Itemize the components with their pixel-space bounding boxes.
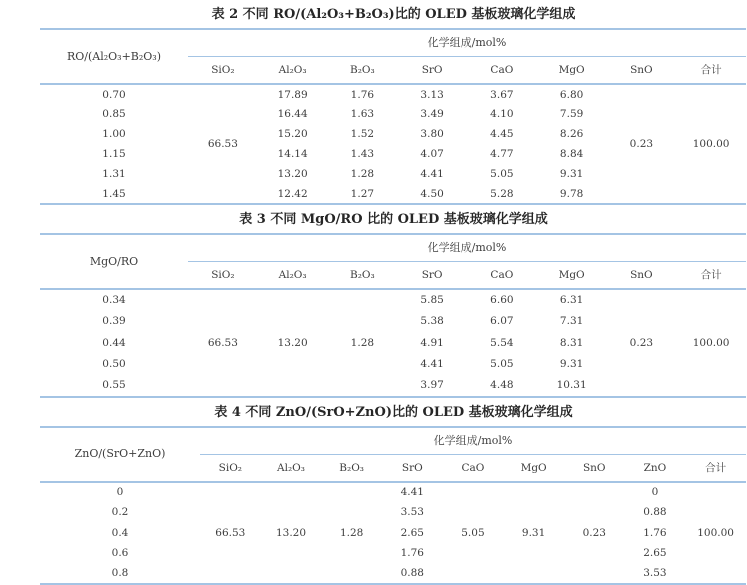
cell: 4.77 <box>467 144 537 164</box>
cell-span: 13.20 <box>258 289 328 397</box>
cell: 1.28 <box>328 164 398 184</box>
table-3-section <box>40 205 747 398</box>
table-3-column-header-4: CaO <box>467 262 537 290</box>
cell-span: 13.20 <box>261 482 322 585</box>
table-4-column-header-7: ZnO <box>625 454 686 482</box>
cell: 6.80 <box>537 84 607 104</box>
cell: 1.27 <box>328 184 398 204</box>
stub-cell: 0.50 <box>40 354 188 376</box>
cell-span: 1.28 <box>321 482 382 585</box>
cell: 1.76 <box>328 84 398 104</box>
cell: 3.49 <box>397 104 467 124</box>
cell: 4.50 <box>397 184 467 204</box>
table-row <box>40 543 746 564</box>
table-3 <box>40 233 746 398</box>
table-3-column-header-3: SrO <box>397 262 467 290</box>
stub-cell: 0.8 <box>40 564 200 585</box>
table-3-column-header-7: 合计 <box>676 262 746 290</box>
table-2-column-header-3: SrO <box>397 57 467 85</box>
cell: 4.10 <box>467 104 537 124</box>
table-2-column-header-2: B₂O₃ <box>328 57 398 85</box>
stub-cell: 0.85 <box>40 104 188 124</box>
cell: 4.48 <box>467 375 537 397</box>
cell: 2.65 <box>625 543 686 564</box>
stub-cell: 0.39 <box>40 311 188 333</box>
cell: 6.31 <box>537 289 607 311</box>
cell: 4.41 <box>382 482 443 503</box>
tables-root <box>40 0 747 585</box>
cell: 8.84 <box>537 144 607 164</box>
table-4-title: 表 4 不同 ZnO/(SrO+ZnO)比的 OLED 基板玻璃化学组成 <box>40 398 747 426</box>
table-4-column-header-5: MgO <box>503 454 564 482</box>
table-4-group-header: 化学组成/mol% <box>200 427 746 455</box>
cell: 9.31 <box>537 354 607 376</box>
cell: 5.05 <box>467 164 537 184</box>
stub-cell: 0.2 <box>40 502 200 523</box>
table-row <box>40 502 746 523</box>
table-2-stub-header: RO/(Al₂O₃+B₂O₃) <box>40 29 188 84</box>
stub-cell: 0.70 <box>40 84 188 104</box>
table-4-section <box>40 398 747 585</box>
table-2 <box>40 28 746 205</box>
stub-cell: 0.44 <box>40 332 188 354</box>
table-4-column-header-1: Al₂O₃ <box>261 454 322 482</box>
cell: 1.52 <box>328 124 398 144</box>
table-2-column-header-4: CaO <box>467 57 537 85</box>
table-row <box>40 482 746 503</box>
stub-cell: 0.4 <box>40 523 200 544</box>
cell: 5.28 <box>467 184 537 204</box>
cell: 10.31 <box>537 375 607 397</box>
cell: 6.07 <box>467 311 537 333</box>
table-4-column-header-6: SnO <box>564 454 625 482</box>
cell: 12.42 <box>258 184 328 204</box>
table-4 <box>40 426 746 585</box>
stub-cell: 1.15 <box>40 144 188 164</box>
cell-span: 100.00 <box>685 482 746 585</box>
cell: 9.78 <box>537 184 607 204</box>
cell: 8.31 <box>537 332 607 354</box>
table-3-column-header-6: SnO <box>607 262 677 290</box>
cell: 5.54 <box>467 332 537 354</box>
cell: 1.76 <box>625 523 686 544</box>
cell: 8.26 <box>537 124 607 144</box>
table-row <box>40 289 746 311</box>
table-3-column-header-1: Al₂O₃ <box>258 262 328 290</box>
cell: 4.41 <box>397 354 467 376</box>
table-4-column-header-4: CaO <box>443 454 504 482</box>
table-row <box>40 523 746 544</box>
table-4-column-header-8: 合计 <box>685 454 746 482</box>
table-2-column-header-1: Al₂O₃ <box>258 57 328 85</box>
cell: 3.67 <box>467 84 537 104</box>
table-2-title: 表 2 不同 RO/(Al₂O₃+B₂O₃)比的 OLED 基板玻璃化学组成 <box>40 0 747 28</box>
cell: 0.88 <box>382 564 443 585</box>
cell: 1.43 <box>328 144 398 164</box>
cell-span: 0.23 <box>607 289 677 397</box>
table-3-column-header-5: MgO <box>537 262 607 290</box>
table-4-column-header-3: SrO <box>382 454 443 482</box>
cell: 4.91 <box>397 332 467 354</box>
table-3-title: 表 3 不同 MgO/RO 比的 OLED 基板玻璃化学组成 <box>40 205 747 233</box>
cell: 3.80 <box>397 124 467 144</box>
stub-cell: 0.55 <box>40 375 188 397</box>
cell: 4.07 <box>397 144 467 164</box>
table-4-stub-header: ZnO/(SrO+ZnO) <box>40 427 200 482</box>
cell-span: 0.23 <box>607 84 677 204</box>
cell: 15.20 <box>258 124 328 144</box>
cell-span: 66.53 <box>188 289 258 397</box>
stub-cell: 0.34 <box>40 289 188 311</box>
cell: 4.45 <box>467 124 537 144</box>
table-3-group-header: 化学组成/mol% <box>188 234 746 262</box>
cell: 7.31 <box>537 311 607 333</box>
cell: 9.31 <box>537 164 607 184</box>
cell: 3.53 <box>625 564 686 585</box>
cell: 4.41 <box>397 164 467 184</box>
cell: 1.63 <box>328 104 398 124</box>
cell-span: 0.23 <box>564 482 625 585</box>
table-row <box>40 84 746 104</box>
table-row <box>40 564 746 585</box>
table-2-column-header-5: MgO <box>537 57 607 85</box>
cell-span: 100.00 <box>676 289 746 397</box>
cell: 0.88 <box>625 502 686 523</box>
cell-span: 9.31 <box>503 482 564 585</box>
stub-cell: 1.00 <box>40 124 188 144</box>
cell: 1.76 <box>382 543 443 564</box>
cell: 16.44 <box>258 104 328 124</box>
stub-cell: 1.45 <box>40 184 188 204</box>
cell: 5.05 <box>467 354 537 376</box>
table-4-column-header-0: SiO₂ <box>200 454 261 482</box>
cell: 13.20 <box>258 164 328 184</box>
cell: 3.13 <box>397 84 467 104</box>
cell: 2.65 <box>382 523 443 544</box>
table-4-column-header-2: B₂O₃ <box>321 454 382 482</box>
cell: 5.38 <box>397 311 467 333</box>
cell: 5.85 <box>397 289 467 311</box>
cell: 6.60 <box>467 289 537 311</box>
cell-span: 1.28 <box>328 289 398 397</box>
stub-cell: 0.6 <box>40 543 200 564</box>
table-2-column-header-6: SnO <box>607 57 677 85</box>
cell-span: 66.53 <box>188 84 258 204</box>
table-3-column-header-2: B₂O₃ <box>328 262 398 290</box>
stub-cell: 0 <box>40 482 200 503</box>
table-2-column-header-7: 合计 <box>676 57 746 85</box>
cell-span: 100.00 <box>676 84 746 204</box>
cell: 7.59 <box>537 104 607 124</box>
table-2-group-header: 化学组成/mol% <box>188 29 746 57</box>
cell: 0 <box>625 482 686 503</box>
cell: 17.89 <box>258 84 328 104</box>
table-2-column-header-0: SiO₂ <box>188 57 258 85</box>
cell: 3.53 <box>382 502 443 523</box>
table-3-column-header-0: SiO₂ <box>188 262 258 290</box>
table-3-stub-header: MgO/RO <box>40 234 188 289</box>
cell-span: 5.05 <box>443 482 504 585</box>
cell-span: 66.53 <box>200 482 261 585</box>
table-2-section <box>40 0 747 205</box>
cell: 3.97 <box>397 375 467 397</box>
stub-cell: 1.31 <box>40 164 188 184</box>
cell: 14.14 <box>258 144 328 164</box>
